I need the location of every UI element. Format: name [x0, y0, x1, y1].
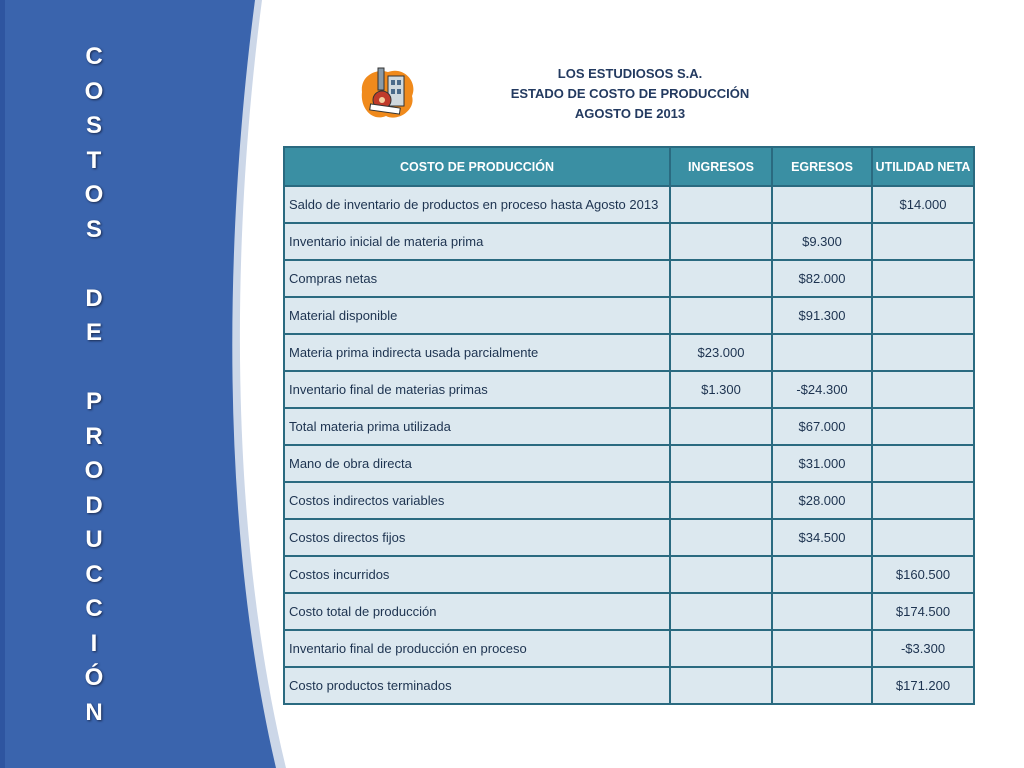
title-letter: N	[85, 698, 103, 726]
table-row	[284, 667, 974, 704]
title-letter: E	[85, 319, 102, 346]
report-header	[470, 64, 790, 124]
row-concept: Inventario final de producción en proceso	[284, 630, 670, 667]
table-row	[284, 408, 974, 445]
title-letter: P	[85, 388, 102, 415]
column-header-expenses: EGRESOS	[772, 147, 872, 186]
row-concept: Costo productos terminados	[284, 667, 670, 704]
factory-logo-icon	[358, 62, 418, 124]
row-expenses	[772, 334, 872, 371]
row-net-profit	[872, 260, 974, 297]
row-concept: Total materia prima utilizada	[284, 408, 670, 445]
row-expenses	[772, 667, 872, 704]
row-concept: Mano de obra directa	[284, 445, 670, 482]
row-net-profit	[872, 223, 974, 260]
row-income	[670, 519, 772, 556]
table-row	[284, 186, 974, 223]
column-header-income: INGRESOS	[670, 147, 772, 186]
table-header-row	[284, 147, 974, 186]
title-letter: C	[85, 43, 103, 70]
row-net-profit: $171.200	[872, 667, 974, 704]
row-income	[670, 408, 772, 445]
row-expenses: -$24.300	[772, 371, 872, 408]
title-letter: R	[85, 422, 103, 450]
table-row	[284, 593, 974, 630]
row-net-profit	[872, 482, 974, 519]
row-income	[670, 593, 772, 630]
row-income	[670, 556, 772, 593]
row-expenses	[772, 630, 872, 667]
row-income	[670, 482, 772, 519]
row-income	[670, 630, 772, 667]
table-row	[284, 556, 974, 593]
row-concept: Costos directos fijos	[284, 519, 670, 556]
title-letter: O	[84, 457, 104, 484]
row-income	[670, 297, 772, 334]
row-expenses: $91.300	[772, 297, 872, 334]
table-row	[284, 260, 974, 297]
row-net-profit	[872, 445, 974, 482]
row-concept: Inventario inicial de materia prima	[284, 223, 670, 260]
row-concept: Costos incurridos	[284, 556, 670, 593]
row-income	[670, 445, 772, 482]
column-header-net-profit: UTILIDAD NETA	[872, 147, 974, 186]
row-concept: Costo total de producción	[284, 593, 670, 630]
row-net-profit: $160.500	[872, 556, 974, 593]
row-expenses: $9.300	[772, 223, 872, 260]
row-net-profit: $14.000	[872, 186, 974, 223]
title-letter: D	[85, 491, 103, 519]
sidebar-background	[0, 0, 300, 768]
vertical-title	[70, 40, 118, 730]
title-letter: T	[86, 146, 102, 174]
row-concept: Material disponible	[284, 297, 670, 334]
table-row	[284, 445, 974, 482]
row-net-profit: $174.500	[872, 593, 974, 630]
row-expenses: $31.000	[772, 445, 872, 482]
row-expenses	[772, 593, 872, 630]
row-net-profit	[872, 297, 974, 334]
row-expenses: $67.000	[772, 408, 872, 445]
row-net-profit	[872, 408, 974, 445]
table-row	[284, 297, 974, 334]
row-concept: Inventario final de materias primas	[284, 371, 670, 408]
row-net-profit: -$3.300	[872, 630, 974, 667]
title-letter: I	[90, 629, 98, 657]
row-expenses: $34.500	[772, 519, 872, 556]
table-row	[284, 630, 974, 667]
title-letter: O	[84, 77, 104, 105]
row-income	[670, 186, 772, 223]
title-letter: U	[85, 526, 103, 553]
row-expenses: $82.000	[772, 260, 872, 297]
report-title: ESTADO DE COSTO DE PRODUCCIÓN	[510, 86, 750, 101]
row-concept: Materia prima indirecta usada parcialmente	[284, 334, 670, 371]
report-period: AGOSTO DE 2013	[574, 106, 686, 121]
title-letter: C	[85, 595, 103, 622]
column-header-concept: COSTO DE PRODUCCIÓN	[284, 147, 670, 186]
row-net-profit	[872, 334, 974, 371]
row-net-profit	[872, 519, 974, 556]
row-concept: Saldo de inventario de productos en proceso hasta Agosto 2013	[284, 186, 670, 223]
row-income	[670, 260, 772, 297]
table-row	[284, 482, 974, 519]
title-letter: S	[85, 215, 102, 243]
row-net-profit	[872, 371, 974, 408]
row-income	[670, 667, 772, 704]
cost-table	[283, 146, 975, 705]
row-income	[670, 223, 772, 260]
company-name: LOS ESTUDIOSOS S.A.	[557, 66, 703, 81]
title-letter: O	[84, 181, 104, 208]
row-concept: Costos indirectos variables	[284, 482, 670, 519]
row-expenses	[772, 186, 872, 223]
title-letter: S	[85, 112, 102, 139]
title-letter: C	[85, 560, 103, 588]
table-row	[284, 371, 974, 408]
title-letter: D	[85, 284, 103, 312]
title-letter: Ó	[84, 664, 104, 691]
table-row	[284, 223, 974, 260]
row-income: $23.000	[670, 334, 772, 371]
row-expenses: $28.000	[772, 482, 872, 519]
table-row	[284, 519, 974, 556]
row-income: $1.300	[670, 371, 772, 408]
table-row	[284, 334, 974, 371]
row-concept: Compras netas	[284, 260, 670, 297]
row-expenses	[772, 556, 872, 593]
